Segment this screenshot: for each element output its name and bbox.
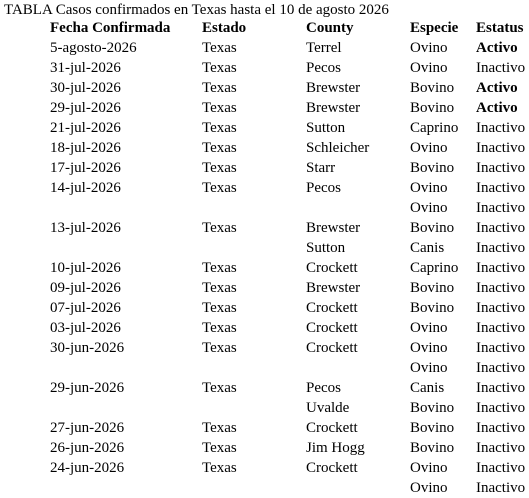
cell-estatus: Inactivo [476,400,526,416]
cell-fecha-confirmada [46,238,198,258]
table-row [46,218,529,238]
cell-especie: Bovino [410,220,455,236]
table-row [46,38,529,58]
table-body [46,38,529,498]
cell-fecha-confirmada: 10-jul-2026 [50,260,121,276]
cell-fecha-confirmada: 5-agosto-2026 [50,40,137,56]
table-row [46,318,529,338]
cell-estatus: Inactivo [476,240,526,256]
cell-estado: Texas [202,280,237,296]
cell-especie: Canis [410,240,445,256]
cell-county: Sutton [306,120,346,136]
cell-estado [198,358,302,378]
cell-estado: Texas [202,180,237,196]
cell-estado: Texas [202,460,237,476]
cell-especie: Caprino [410,260,459,276]
cell-estado: Texas [202,120,237,136]
cell-county: Starr [306,160,336,176]
table-row [46,278,529,298]
cell-fecha-confirmada: 17-jul-2026 [50,160,121,176]
cell-estatus: Activo [476,100,518,116]
cell-county: Pecos [306,60,341,76]
cell-estado: Texas [202,140,237,156]
cell-especie: Bovino [410,440,455,456]
cell-fecha-confirmada: 14-jul-2026 [50,180,121,196]
cell-county: Terrel [306,40,342,56]
cell-especie: Ovino [410,320,448,336]
cell-especie: Bovino [410,100,455,116]
cell-county: Crockett [306,300,358,316]
header-fecha-confirmada: Fecha Confirmada [50,20,171,36]
cell-fecha-confirmada: 24-jun-2026 [50,460,125,476]
cell-estado [198,238,302,258]
cell-county: Crockett [306,460,358,476]
cell-county: Uvalde [306,400,350,416]
cell-especie: Ovino [410,340,448,356]
cell-county: Brewster [306,280,361,296]
cell-fecha-confirmada: 03-jul-2026 [50,320,121,336]
cell-fecha-confirmada: 29-jul-2026 [50,100,121,116]
cell-especie: Bovino [410,80,455,96]
cell-estatus: Inactivo [476,160,526,176]
cell-especie: Ovino [410,200,448,216]
header-especie: Especie [410,20,459,36]
cell-especie: Ovino [410,60,448,76]
cell-especie: Ovino [410,480,448,496]
cell-estado [198,198,302,218]
cell-fecha-confirmada: 29-jun-2026 [50,380,125,396]
cell-estado: Texas [202,380,237,396]
table-row [46,338,529,358]
cell-fecha-confirmada [46,198,198,218]
cell-county [302,358,406,378]
cell-estado: Texas [202,300,237,316]
cell-county: Crockett [306,260,358,276]
cases-table [46,19,529,498]
cell-especie: Bovino [410,280,455,296]
cell-estatus: Inactivo [476,200,526,216]
cell-estatus: Inactivo [476,140,526,156]
cell-fecha-confirmada: 09-jul-2026 [50,280,121,296]
cell-estado: Texas [202,60,237,76]
cell-especie: Caprino [410,120,459,136]
table-row [46,78,529,98]
cell-estado: Texas [202,260,237,276]
cell-fecha-confirmada [46,478,198,498]
cell-estatus: Activo [476,80,518,96]
cell-estado: Texas [202,40,237,56]
cell-estatus: Inactivo [476,120,526,136]
cell-estatus: Inactivo [476,360,526,376]
cell-estado [198,398,302,418]
cell-estatus: Inactivo [476,460,526,476]
cell-especie: Ovino [410,360,448,376]
table-row [46,438,529,458]
cell-estatus: Inactivo [476,320,526,336]
cell-fecha-confirmada: 13-jul-2026 [50,220,121,236]
cell-estado: Texas [202,160,237,176]
cell-fecha-confirmada: 07-jul-2026 [50,300,121,316]
table-row [46,378,529,398]
cell-county: Pecos [306,180,341,196]
cell-especie: Bovino [410,300,455,316]
cell-county: Crockett [306,320,358,336]
table-row [46,458,529,478]
cell-estado [198,478,302,498]
table-row [46,98,529,118]
cell-especie: Bovino [410,420,455,436]
cell-fecha-confirmada: 27-jun-2026 [50,420,125,436]
cell-estatus: Inactivo [476,60,526,76]
cell-fecha-confirmada: 30-jun-2026 [50,340,125,356]
cell-especie: Canis [410,380,445,396]
table-row [46,158,529,178]
table-row [46,418,529,438]
cell-estado: Texas [202,420,237,436]
cell-estatus: Inactivo [476,380,526,396]
cell-county [302,478,406,498]
cell-estado: Texas [202,80,237,96]
table-row [46,138,529,158]
header-estado: Estado [202,20,247,36]
cell-fecha-confirmada: 30-jul-2026 [50,80,121,96]
cell-estatus: Inactivo [476,260,526,276]
cell-fecha-confirmada [46,358,198,378]
cell-county: Pecos [306,380,341,396]
cell-especie: Bovino [410,160,455,176]
cell-county [302,198,406,218]
table-caption: TABLA Casos confirmados en Texas hasta el 10 de agosto 2026 [4,2,389,18]
table-row [46,178,529,198]
cell-county: Crockett [306,340,358,356]
cell-county: Schleicher [306,140,370,156]
cell-fecha-confirmada: 31-jul-2026 [50,60,121,76]
cell-fecha-confirmada: 26-jun-2026 [50,440,125,456]
cell-estatus: Inactivo [476,220,526,236]
cell-county: Sutton [306,240,346,256]
cell-county: Brewster [306,100,361,116]
table-row [46,198,529,218]
cell-estatus: Inactivo [476,300,526,316]
table-row [46,358,529,378]
cell-estado: Texas [202,320,237,336]
table-header [46,19,529,38]
cell-estatus: Inactivo [476,180,526,196]
cell-especie: Bovino [410,400,455,416]
cell-especie: Ovino [410,180,448,196]
cell-estatus: Inactivo [476,340,526,356]
cell-county: Brewster [306,80,361,96]
table-row [46,258,529,278]
cell-fecha-confirmada: 21-jul-2026 [50,120,121,136]
cell-estado: Texas [202,220,237,236]
header-row [46,19,529,38]
cell-estado: Texas [202,100,237,116]
cell-county: Brewster [306,220,361,236]
cell-fecha-confirmada: 18-jul-2026 [50,140,121,156]
cell-estatus: Inactivo [476,440,526,456]
cell-fecha-confirmada [46,398,198,418]
cell-especie: Ovino [410,460,448,476]
cell-especie: Ovino [410,40,448,56]
table-row [46,58,529,78]
header-estatus: Estatus [476,20,524,36]
cell-county: Crockett [306,420,358,436]
cell-estado: Texas [202,340,237,356]
cell-estatus: Inactivo [476,420,526,436]
table-row [46,118,529,138]
table-row [46,398,529,418]
table-row [46,298,529,318]
cell-especie: Ovino [410,140,448,156]
header-county: County [306,20,354,36]
table-row [46,478,529,498]
cell-estatus: Inactivo [476,480,526,496]
cell-estatus: Inactivo [476,280,526,296]
cell-estatus: Activo [476,40,518,56]
table-row [46,238,529,258]
cell-estado: Texas [202,440,237,456]
cell-county: Jim Hogg [306,440,365,456]
